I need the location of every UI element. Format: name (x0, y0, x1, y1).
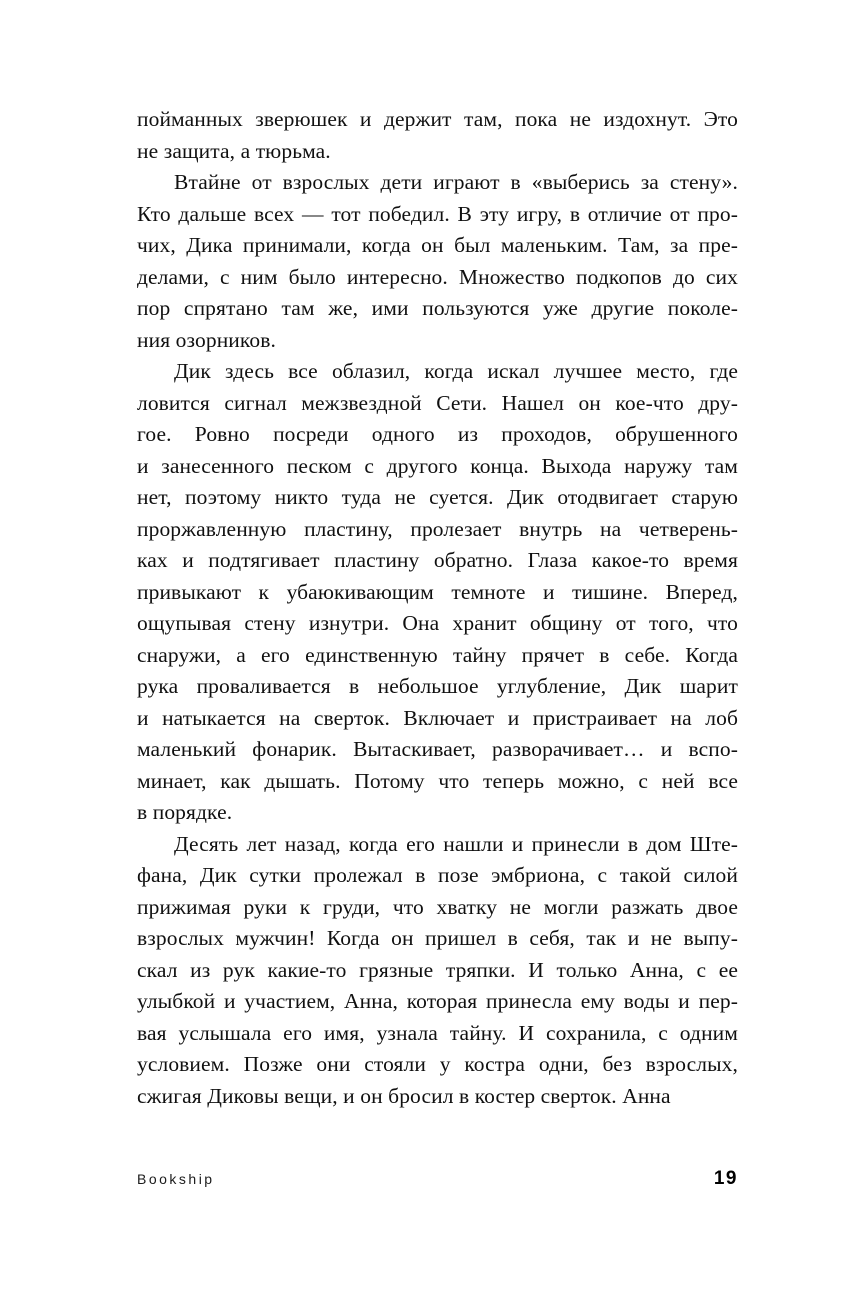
text-line: чих, Дика принимали, когда он был маленьким. Там, за пре- (137, 233, 738, 257)
paragraph (137, 356, 738, 829)
text-line: ния озорников. (137, 327, 276, 352)
text-line: взрослых мужчин! Когда он пришел в себя, так и не выпу- (137, 926, 738, 950)
page-text (137, 104, 738, 1112)
text-line: ках и подтягивает пластину обратно. Глаза какое-то время (137, 548, 738, 572)
text-line: и занесенного песком с другого конца. Выхода наружу там (137, 453, 738, 478)
text-line: фана, Дик сутки пролежал в позе эмбриона, с такой силой (137, 863, 738, 887)
text-line: проржавленную пластину, пролезает внутрь на четверень- (137, 516, 738, 541)
text-line: нет, поэтому никто туда не суется. Дик отодвигает старую (137, 485, 738, 509)
paragraph (137, 167, 738, 356)
text-line: маленький фонарик. Вытаскивает, разворачивает… и вспо- (137, 737, 738, 761)
text-line: прижимая руки к груди, что хватку не могли разжать двое (137, 894, 738, 919)
text-line: Втайне от взрослых дети играют в «выберись за стену». (174, 170, 738, 194)
text-line: скал из рук какие-то грязные тряпки. И только Анна, с ее (137, 957, 738, 982)
text-line: пойманных зверюшек и держит там, пока не издохнут. Это (137, 107, 738, 131)
text-line: гое. Ровно посреди одного из проходов, обрушенного (137, 422, 738, 446)
text-line: ловится сигнал межзвездной Сети. Нашел он кое-что дру- (137, 390, 738, 415)
paragraph (137, 829, 738, 1113)
footer-brand: Bookship (137, 1171, 215, 1187)
text-line: привыкают к убаюкивающим темноте и тишине. Вперед, (137, 579, 738, 604)
text-line: условием. Позже они стояли у костра одни, без взрослых, (137, 1052, 738, 1076)
text-line: вая услышала его имя, узнала тайну. И сохранила, с одним (137, 1020, 738, 1045)
text-line: и натыкается на сверток. Включает и пристраивает на лоб (137, 705, 738, 730)
page-number: 19 (713, 1168, 738, 1189)
text-line: делами, с ним было интересно. Множество подкопов до сих (137, 264, 738, 289)
text-line: рука проваливается в небольшое углубление, Дик шарит (137, 674, 738, 698)
text-line: Кто дальше всех — тот победил. В эту игру, в отличие от про- (137, 201, 738, 226)
text-line: сжигая Диковы вещи, и он бросил в костер сверток. Анна (137, 1083, 671, 1108)
text-line: снаружи, а его единственную тайну прячет в себе. Когда (137, 642, 738, 667)
page-footer (137, 1168, 738, 1190)
text-line: минает, как дышать. Потому что теперь можно, с ней все (137, 768, 738, 793)
text-line: не защита, а тюрьма. (137, 138, 331, 163)
text-line: улыбкой и участием, Анна, которая принесла ему воды и пер- (137, 989, 738, 1013)
text-line: пор спрятано там же, ими пользуются уже другие поколе- (137, 296, 738, 320)
text-line: ощупывая стену изнутри. Она хранит общину от того, что (137, 611, 738, 635)
text-line: Дик здесь все облазил, когда искал лучшее место, где (174, 359, 738, 383)
paragraph (137, 104, 738, 167)
text-line: Десять лет назад, когда его нашли и принесли в дом Ште- (174, 831, 738, 856)
text-line: в порядке. (137, 800, 233, 824)
